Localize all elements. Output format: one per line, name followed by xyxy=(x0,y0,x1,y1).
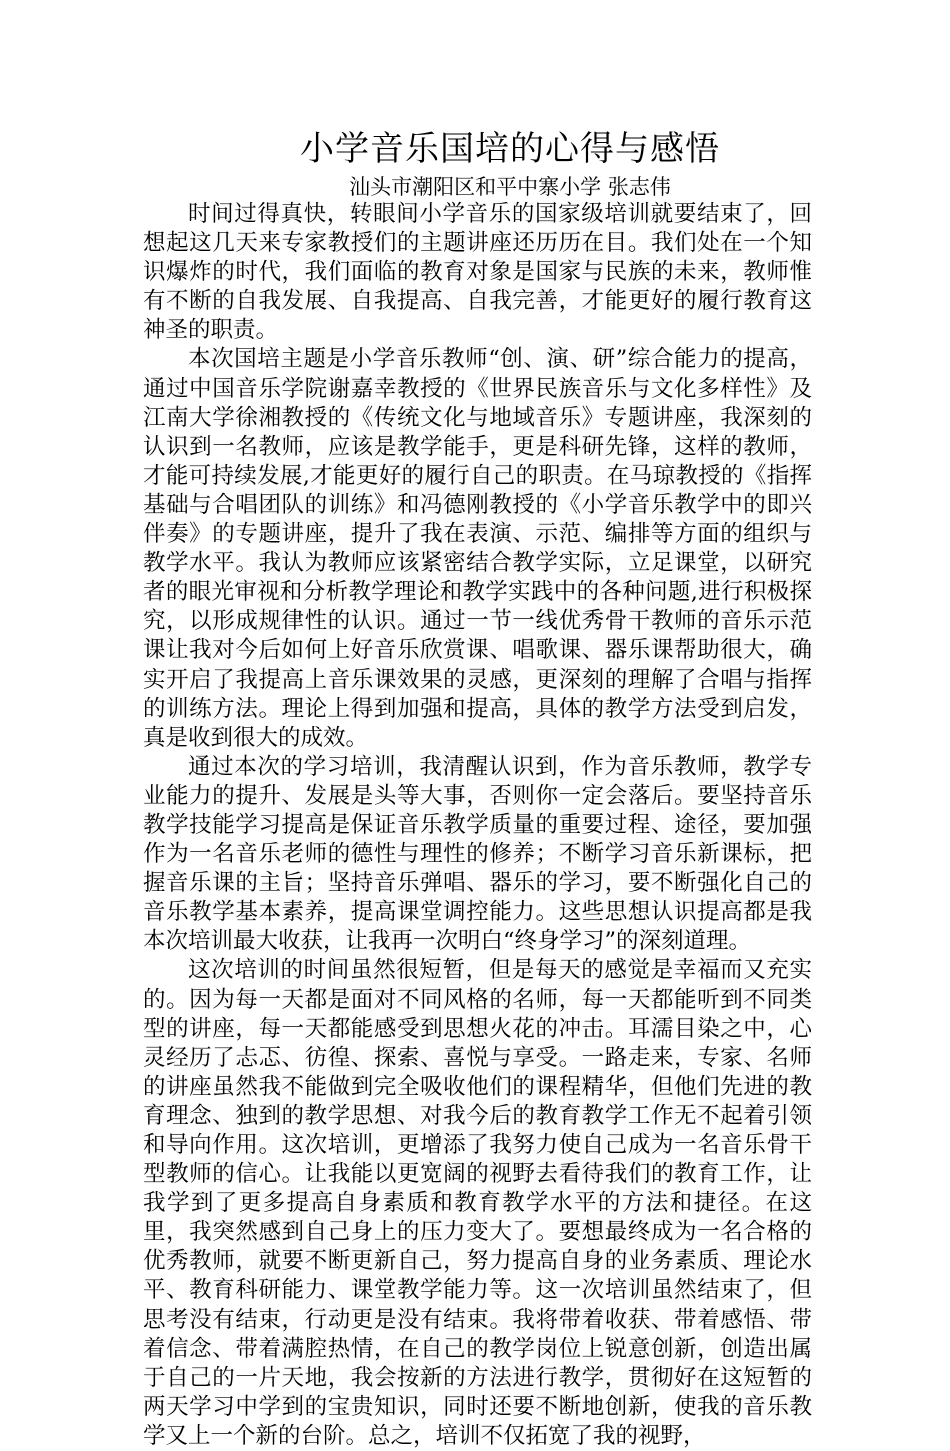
document-title: 小学音乐国培的心得与感悟 xyxy=(300,129,720,169)
paragraph-2: 本次国培主题是小学音乐教师“创、演、研”综合能力的提高，通过中国音乐学院谢嘉幸教授的《世界民族音乐与文化多样性》及江南大学徐湘教授的《传统文化与地域音乐》专题讲座，我深刻的认识到一名教师，应该是教学能手，更是科研先锋，这样的教师，才能可持续发展,才能更好的履行自己的职责。在马琼教授的《指挥基础与合唱团队的训练》和冯德刚教授的《小学音乐教学中的即兴伴奏》的专题讲座，提升了我在表演、示范、编排等方面的组织与教学水平。我认为教师应该紧密结合教学实际，立足课堂，以研究者的眼光审视和分析教学理论和教学实践中的各种问题,进行积极探究，以形成规律性的认识。通过一节一线优秀骨干教师的音乐示范课让我对今后如何上好音乐欣赏课、唱歌课、器乐课帮助很大，确实开启了我提高上音乐课效果的灵感，更深刻的理解了合唱与指挥的训练方法。理论上得到加强和提高，具体的教学方法受到启发，真是收到很大的成效。 xyxy=(143,346,812,751)
document-body xyxy=(143,200,812,1451)
paragraph-3: 通过本次的学习培训，我清醒认识到，作为音乐教师，教学专业能力的提升、发展是头等大事，否则你一定会落后。要坚持音乐教学技能学习提高是保证音乐教学质量的重要过程、途径，要加强作为一名音乐老师的德性与理性的修养；不断学习音乐新课标，把握音乐课的主旨；坚持音乐弹唱、器乐的学习，要不断强化自己的音乐教学基本素养，提高课堂调控能力。这些思想认识提高都是我本次培训最大收获，让我再一次明白“终身学习”的深刻道理。 xyxy=(143,753,812,955)
paragraph-4: 这次培训的时间虽然很短暂，但是每天的感觉是幸福而又充实的。因为每一天都是面对不同风格的名师，每一天都能听到不同类型的讲座，每一天都能感受到思想火花的冲击。耳濡目染之中，心灵经历了忐忑、彷徨、探索、喜悦与享受。一路走来，专家、名师的讲座虽然我不能做到完全吸收他们的课程精华，但他们先进的教育理念、独到的教学思想、对我今后的教育教学工作无不起着引领和导向作用。这次培训，更增添了我努力使自己成为一名音乐骨干型教师的信心。让我能以更宽阔的视野去看待我们的教育工作，让我学到了更多提高自身素质和教育教学水平的方法和捷径。在这里，我突然感到自己身上的压力变大了。要想最终成为一名合格的优秀教师，就要不断更新自己，努力提高自身的业务素质、理论水平、教育科研能力、课堂教学能力等。这一次培训虽然结束了，但思考没有结束，行动更是没有结束。我将带着收获、带着感悟、带着信念、带着满腔热情，在自己的教学岗位上锐意创新，创造出属于自己的一片天地，我会按新的方法进行教学，贯彻好在这短暂的两天学习中学到的宝贵知识，同时还要不断地创新，使我的音乐教学又上一个新的台阶。总之，培训不仅拓宽了我的视野， xyxy=(143,957,812,1449)
paragraph-1: 时间过得真快，转眼间小学音乐的国家级培训就要结束了，回想起这几天来专家教授们的主题讲座还历历在目。我们处在一个知识爆炸的时代，我们面临的教育对象是国家与民族的未来，教师惟有不断的自我发展、自我提高、自我完善，才能更好的履行教育这神圣的职责。 xyxy=(143,201,812,344)
author-line: 汕头市潮阳区和平中寨小学 张志伟 xyxy=(349,175,671,199)
